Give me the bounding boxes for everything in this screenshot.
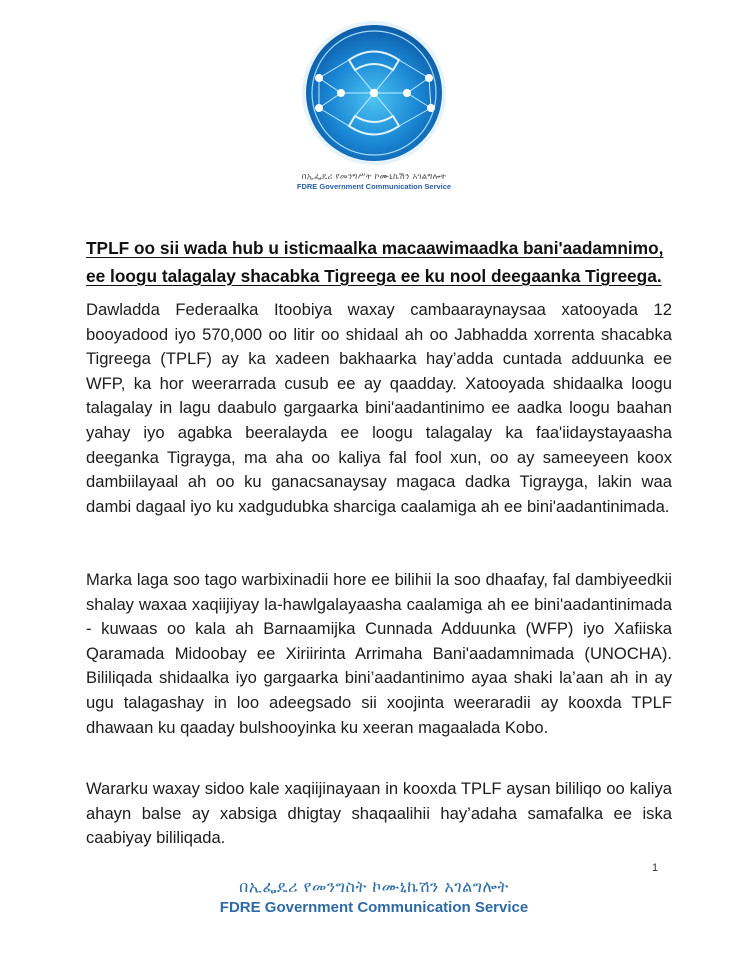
- logo-english-text: FDRE Government Communication Service: [296, 182, 452, 191]
- paragraph-1: Dawladda Federaalka Itoobiya waxay cambaaraynaysaa xatooyada 12 booyadood iyo 570,000 oo litir oo shidaal ah oo Jabhadda xorrenta shacabka Tigreega (TPLF) ay ka xadeen bakhaarka hay’adda cuntada adduunka ee WFP, ka hor weerarrada cusub ee ay qaadday. Xatooyada shidaalka loogu talagalay in lagu daabulo gargaarka bini'aadantinimo ee aadka loogu baahan yahay iyo agabka beeralayda ee loogu talagalay ka faa'iidaystayaasha deeganka Tigrayga, ma aha oo kaliya fal fool xun, oo ay sameeyeen koox dambiilayaal ah oo ku ganacsanaysay magaca dadka Tigrayga, lakin waa dambi dagaal iyo ku xadgudubka sharciga caalamiga ah ee bini'aadantinimada.: [86, 300, 672, 516]
- document-title: TPLF oo sii wada hub u isticmaalka macaawimaadka bani'aadamnimo, ee loogu talagalay shacabka Tigreega ee ku nool deegaanka Tigreega.: [86, 238, 664, 286]
- footer: [0, 876, 748, 918]
- footer-amharic-text: በኢፌዴሪ የመንግስት ኮሙኒኬሽን አገልግሎት: [239, 877, 509, 896]
- paragraph-3: Wararku waxay sidoo kale xaqiijinayaan in kooxda TPLF aysan bililiqo oo kaliya ahayn balse ay xabsiga dhigtay shaqaalihii hay’adaha samafalka ee iska caabiyay bililiqada.: [86, 779, 672, 848]
- logo-amharic-text: በኢፌዴሪ የመንግሥት ኮሙኒኬሽን አገልግሎት: [301, 172, 447, 182]
- globe-network-logo-icon: [299, 18, 449, 168]
- footer-english-text: FDRE Government Communication Service: [219, 899, 529, 916]
- page-number: 1: [652, 862, 659, 874]
- header-logo: [0, 18, 748, 191]
- paragraph-2: Marka laga soo tago warbixinadii hore ee bilihii la soo dhaafay, fal dambiyeedkii shalay waxaa xaqiijiyay la-hawlgalayaasha caalamiga ah ee bini'aadantinimada - kuwaas oo kala ah Barnaamijka Cunnada Adduunka (WFP) iyo Xafiiska Qaramada Midoobay ee Xiriirinta Arrimaha Bani'aadamnimada (UNOCHA). Bililiqada shidaalka iyo gargaarka bini’aadantinimo ayaa shaki la’aan ah in ay ugu talagashay in loo adeegsado sii xoojinta weeraradii ay kooxda TPLF dhawaan ku qaaday bulshooyinka ku xeeran magaalada Kobo.: [86, 570, 672, 737]
